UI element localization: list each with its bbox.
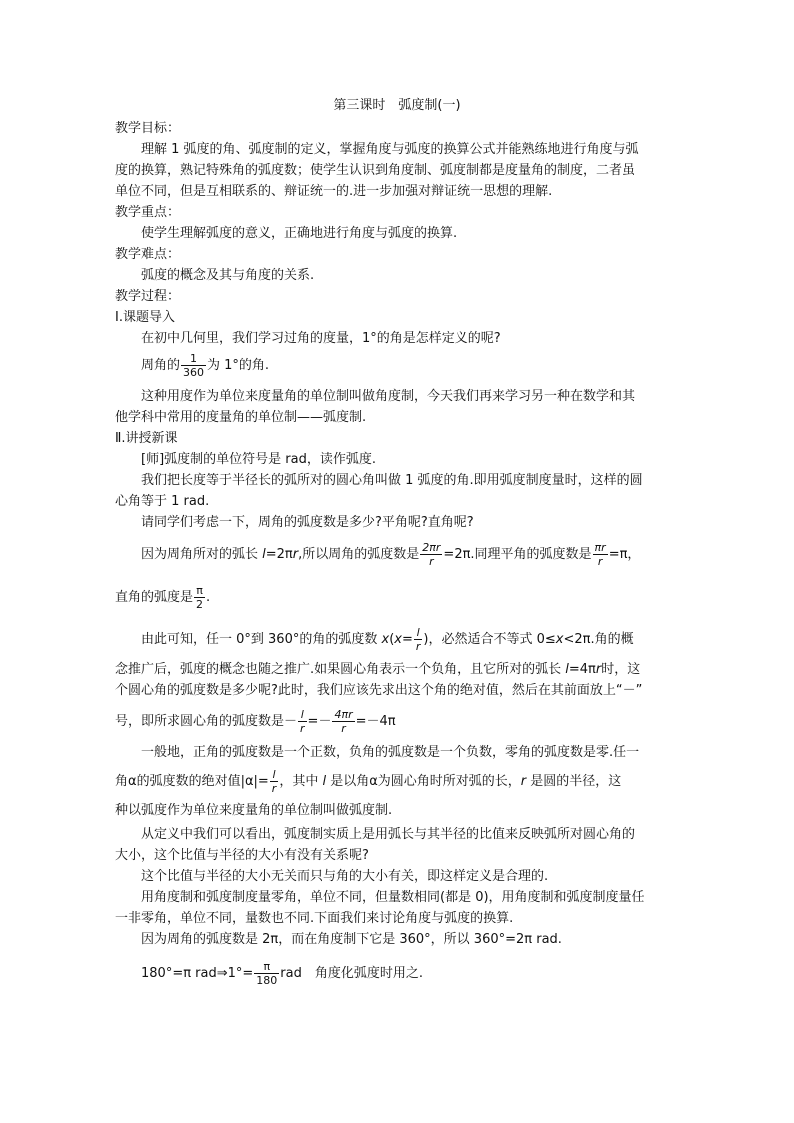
- frac-den: r: [597, 555, 603, 568]
- text: 角α的弧度数的绝对值|α|=: [115, 774, 269, 789]
- objective-line-1: 理解 1 弧度的角、弧度制的定义，掌握角度与弧度的换算公式并能熟练地进行角度与弧: [141, 142, 639, 157]
- frac-den: 360: [183, 366, 205, 379]
- text: =－4π: [355, 714, 396, 729]
- text: 由此可知，任一 0°到 360°的角的弧度数: [141, 632, 382, 647]
- fraction-pir-over-r: [593, 541, 608, 568]
- difficulty-heading: 教学难点：: [115, 247, 181, 262]
- s2-line-4: 请同学们考虑一下，周角的弧度数是多少?平角呢?直角呢?: [141, 515, 474, 530]
- text: 是以角α为圆心角时所对弧的长，: [326, 774, 521, 789]
- var-r: r: [292, 547, 299, 562]
- s1-line-2: [141, 352, 713, 379]
- frac-num: π: [254, 960, 279, 974]
- fraction-4pir-over-r: [332, 708, 354, 735]
- text: =2π: [265, 547, 293, 562]
- fraction-pi-over-180: [254, 960, 279, 987]
- page-title: 第三课时 弧度制(一): [333, 98, 461, 113]
- text: 时，这: [601, 662, 641, 677]
- frac-den: r: [341, 722, 346, 735]
- text: =: [401, 632, 413, 647]
- var-l: l: [565, 662, 569, 677]
- objective-line-2: 度的换算，熟记特殊角的弧度数；使学生认识到角度制、弧度制都是度量角的制度，二者虽: [115, 163, 636, 178]
- objective-line-3: 单位不同，但是互相联系的、辩证统一的.进一步加强对辩证统一思想的理解.: [115, 184, 553, 199]
- fraction-l-over-r: [298, 708, 307, 735]
- s1-line-3: 这种用度作为单位来度量角的单位制叫做角度制，今天我们再来学习另一种在数学和其: [141, 389, 636, 404]
- frac-num: l: [270, 768, 279, 782]
- process-heading: 教学过程：: [115, 289, 181, 304]
- var-x: x: [381, 632, 390, 647]
- key-text: 使学生理解弧度的意义，正确地进行角度与弧度的换算.: [141, 226, 458, 241]
- text: =4π: [568, 662, 596, 677]
- text: =π，: [608, 547, 641, 562]
- s2-line-16: 这个比值与半径的大小无关而只与角的大小有关，即这样定义是合理的.: [141, 869, 549, 884]
- objective-heading: 教学目标：: [115, 121, 181, 136]
- s2-line-17: 用角度制和弧度制度量零角，单位不同，但量数相同(都是 0)，用角度制和弧度制度量任: [141, 890, 645, 905]
- s2-line-20: [141, 960, 713, 987]
- var-r: r: [595, 662, 602, 677]
- s2-line-13: 种以弧度作为单位来度量角的单位制叫做弧度制.: [115, 803, 393, 818]
- text: 号，即所求圆心角的弧度数是－: [115, 714, 298, 729]
- text: 是圆的半径，这: [526, 774, 622, 789]
- fraction-pi-over-2: [194, 584, 205, 611]
- frac-num: 2πr: [422, 541, 441, 554]
- s1-line-4: 他学科中常用的度量角的单位制——弧度制.: [115, 410, 367, 425]
- text: (: [389, 632, 395, 647]
- frac-num: l: [298, 708, 307, 722]
- frac-den: 180: [256, 974, 278, 987]
- s2-line-2: 我们把长度等于半径长的弧所对的圆心角叫做 1 弧度的角.即用弧度制度量时，这样的圆: [141, 473, 643, 488]
- s2-line-12: [115, 768, 687, 795]
- s2-line-14: 从定义中我们可以看出，弧度制实质上是用弧长与其半径的比值来反映弧所对圆心角的: [141, 827, 636, 842]
- frac-num: π: [194, 584, 205, 598]
- s2-line-6: [115, 584, 687, 611]
- s2-line-8: [115, 659, 687, 680]
- frac-den: r: [271, 782, 277, 795]
- frac-num: πr: [594, 541, 606, 554]
- key-heading: 教学重点：: [115, 205, 181, 220]
- s1-line-2-b: 为 1°的角.: [207, 358, 270, 373]
- s2-line-11: 一般地，正角的弧度数是一个正数，负角的弧度数是一个负数，零角的弧度数是零.任一: [141, 745, 640, 760]
- s2-line-7: [141, 626, 713, 653]
- s1-line-2-a: 周角的: [141, 358, 181, 373]
- s1-line-1: 在初中几何里，我们学习过角的度量，1°的角是怎样定义的呢?: [141, 331, 501, 346]
- s2-line-1: [师]弧度制的单位符号是 rad，读作弧度.: [141, 452, 376, 467]
- s2-line-19: 因为周角的弧度数是 2π，而在角度制下它是 360°，所以 360°=2π rad.: [141, 932, 562, 947]
- text: =2π.同理平角的弧度数是: [443, 547, 592, 562]
- frac-den: r: [300, 722, 305, 735]
- s2-line-15: 大小，这个比值与半径的大小有没有关系呢?: [115, 848, 369, 863]
- s2-line-10: [115, 708, 687, 735]
- fraction-l-over-r: [270, 768, 279, 795]
- frac-den: r: [429, 555, 434, 568]
- frac-num: 1: [181, 352, 206, 366]
- var-x: x: [555, 632, 564, 647]
- text: 直角的弧度是: [115, 590, 194, 605]
- text: .: [206, 590, 211, 605]
- fraction-1-over-360: [181, 352, 206, 379]
- text: 因为周角所对的弧长: [141, 547, 263, 562]
- text: 念推广后，弧度的概念也随之推广.如果圆心角表示一个负角，且它所对的弧长: [115, 662, 566, 677]
- text: <2π.角的概: [563, 632, 634, 647]
- frac-num: 4πr: [334, 708, 353, 721]
- text: )，必然适合不等式 0≤: [423, 632, 556, 647]
- text: ,所以周角的弧度数是: [298, 547, 420, 562]
- frac-den: r: [415, 640, 421, 653]
- var-r: r: [520, 774, 527, 789]
- text: ，其中: [279, 774, 323, 789]
- s2-line-3: 心角等于 1 rad.: [115, 494, 210, 509]
- var-l: l: [322, 774, 327, 789]
- section2-heading: Ⅱ.讲授新课: [115, 431, 178, 446]
- fraction-2pir-over-r: [420, 541, 442, 568]
- var-x: x: [394, 632, 402, 647]
- section1-heading: Ⅰ.课题导入: [115, 310, 175, 325]
- text: =－: [307, 714, 332, 729]
- text: 180°=π rad⇒1°=: [141, 966, 254, 981]
- s2-line-18: 一非零角，单位不同，量数也不同.下面我们来讨论角度与弧度的换算.: [115, 911, 514, 926]
- var-l: l: [262, 547, 266, 562]
- text: rad 角度化弧度时用之.: [280, 966, 423, 981]
- frac-num: l: [414, 626, 423, 640]
- s2-line-5: [141, 541, 713, 568]
- difficulty-text: 弧度的概念及其与角度的关系.: [141, 268, 315, 283]
- fraction-l-over-r: [414, 626, 423, 653]
- s2-line-9: 个圆心角的弧度数是多少呢?此时，我们应该先求出这个角的绝对值，然后在其前面放上“－”: [115, 683, 643, 698]
- frac-den: 2: [196, 598, 204, 611]
